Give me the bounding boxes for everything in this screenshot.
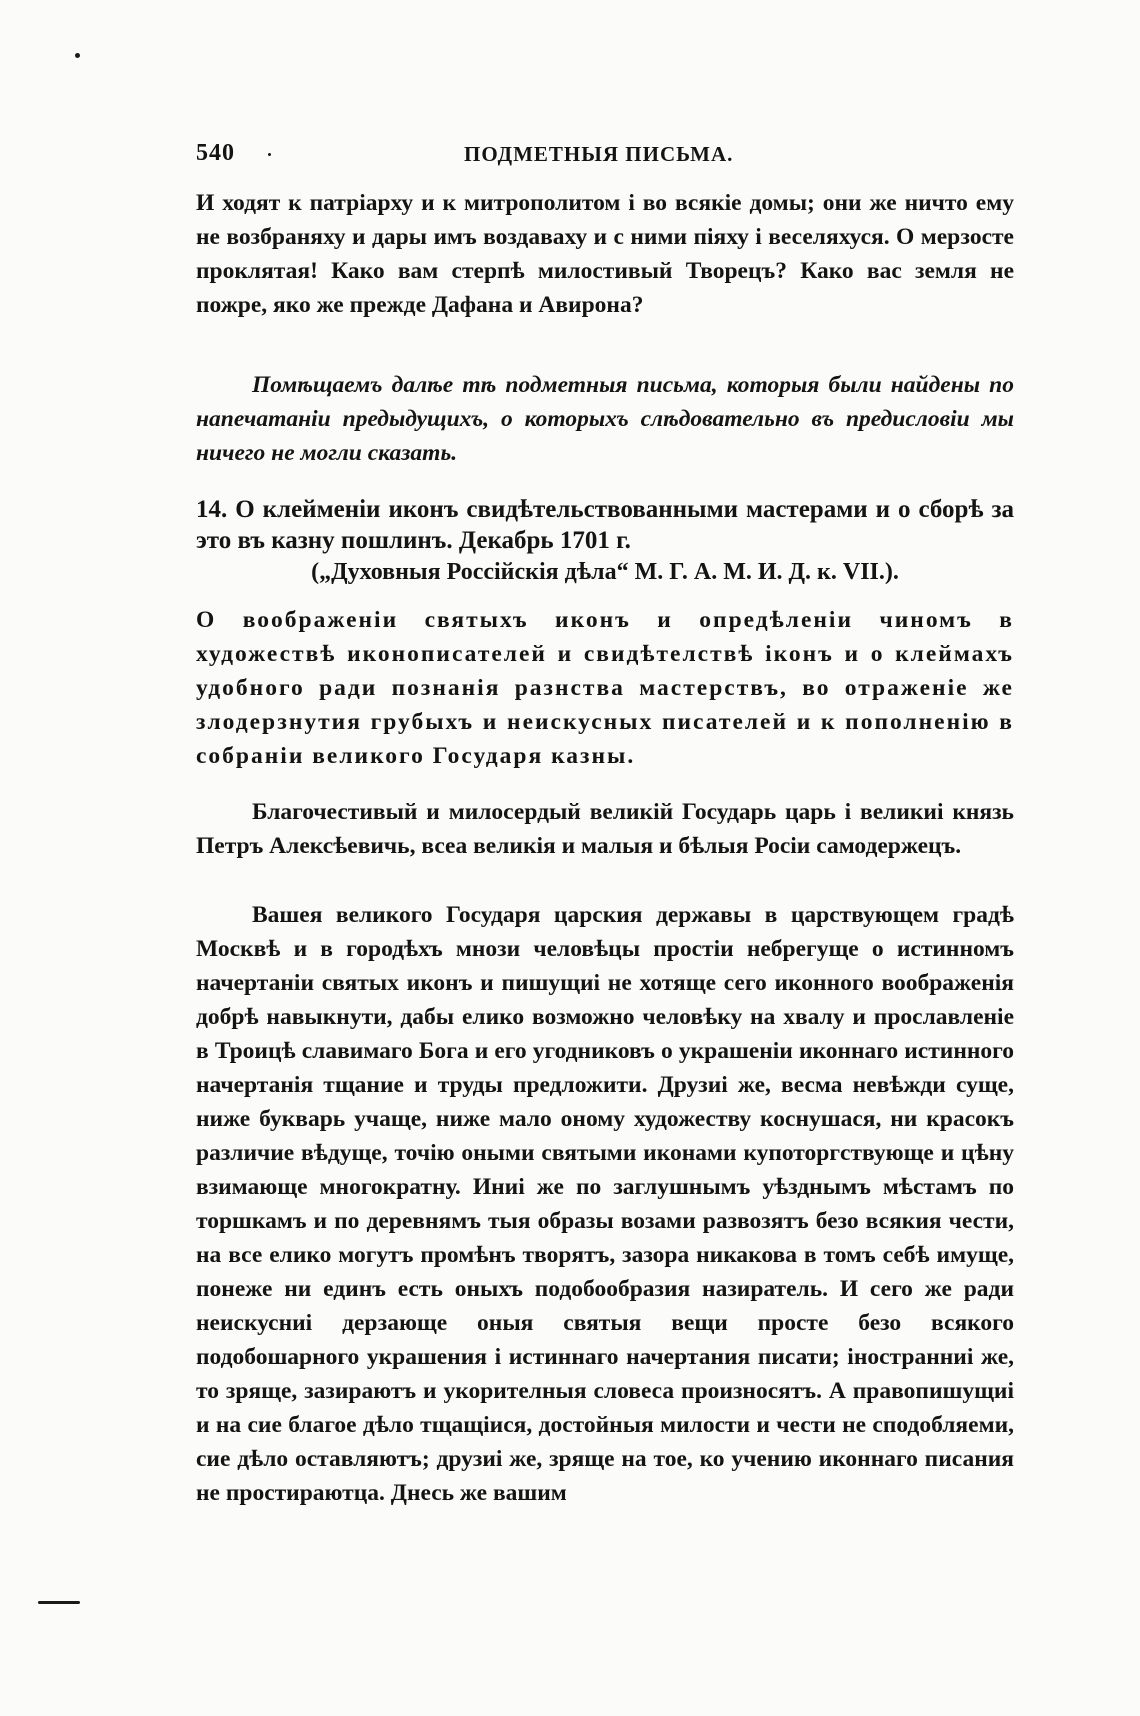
scan-mark (38, 1601, 80, 1604)
document-source: („Духовныя Россійскія дѣла“ М. Г. А. М. И. Д. к. VII.). (311, 559, 899, 585)
note-text: Помѣщаемъ далѣе тѣ подметныя письма, которыя были найдены по напечатаніи предыдущихъ, о которыхъ слѣдовательно въ предисловіи мы ничего не могли сказать. (196, 372, 1014, 466)
continuation-paragraph (196, 186, 1014, 322)
preamble-text: О воображеніи святыхъ иконъ и опредѣленіи чиномъ в художествѣ иконописателей и свидѣтелствѣ іконъ и о клеймахъ удобного ради познанія разнства мастерствъ, во отраженіе же злодерзнутия грубыхъ и неискусных писателей и к пополненію в собраніи великого Государя казны. (196, 607, 1014, 769)
document-heading (196, 494, 1014, 556)
scan-speck (75, 53, 80, 58)
address-paragraph (196, 795, 1014, 863)
heading-text: 14. О клейменіи иконъ свидѣтельствованными мастерами и о сборѣ за это въ казну пошлинъ. Декабрь 1701 г. (196, 496, 1014, 554)
document-preamble (196, 603, 1014, 773)
page-number: 540 (196, 140, 235, 166)
running-title: ПОДМЕТНЫЯ ПИСЬМА. (464, 142, 734, 166)
paragraph-text: И ходят к патріарху и к митрополитом і во всякіе домы; они же ничто ему не возбраняху и дары имъ воздаваху и с ними піяху і веселяхуся. О мерзосте проклятая! Како вам стерпѣ милостивый Творецъ? Како вас земля не пожре, яко же прежде Дафана и Авирона? (196, 190, 1014, 318)
editor-note (196, 368, 1014, 470)
body-text: Вашея великого Государя царския державы в царствующем градѣ Москвѣ и в городѣхъ мнози человѣцы простіи небрегуще о истинномъ начертаніи святых иконъ и пишущиі не хотяще сего иконного воображенія добрѣ навыкнути, дабы елико возможно человѣку на хвалу и прославленіе в Троицѣ славимаго Бога и его угодниковъ о украшеніи иконнаго истинного начертанія тщание и труды предложити. Друзиі же, весма невѣжди суще, ниже букварь учаще, ниже мало оному художеству коснушася, ни красокъ различие вѣдуще, точію оными святыми иконами купоторгствующе и цѣну взимающе многократну. Иниі же по заглушнымъ уѣзднымъ мѣстамъ по торшкамъ и по деревнямъ тыя образы возами развозятъ безо всякия чести, на все елико могутъ промѣнъ творятъ, зазора никакова в томъ себѣ имуще, понеже ни единъ есть оныхъ подобообразия назиратель. И сего же ради неискусниі дерзающе оныя святыя вещи просте безо всякого подобошарного украшения і истиннаго начертания писати; іностранниі же, то зряще, зазираютъ и укорителныя словеса произносятъ. А правопишущиі и на сие благое дѣло тщащіися, достойныя милости и чести не сподобляеми, сие дѣло оставляютъ; друзиі же, зряще на тое, ко учению иконнаго писания не простираютца. Днесь же вашим (196, 902, 1014, 1506)
body-paragraph (196, 898, 1014, 1510)
address-text: Благочестивый и милосердый великій Государь царь і великиі князь Петръ Алексѣевичь, всеа великія и малыя и бѣлыя Росіи самодержецъ. (196, 799, 1014, 859)
page-header (196, 140, 1014, 176)
